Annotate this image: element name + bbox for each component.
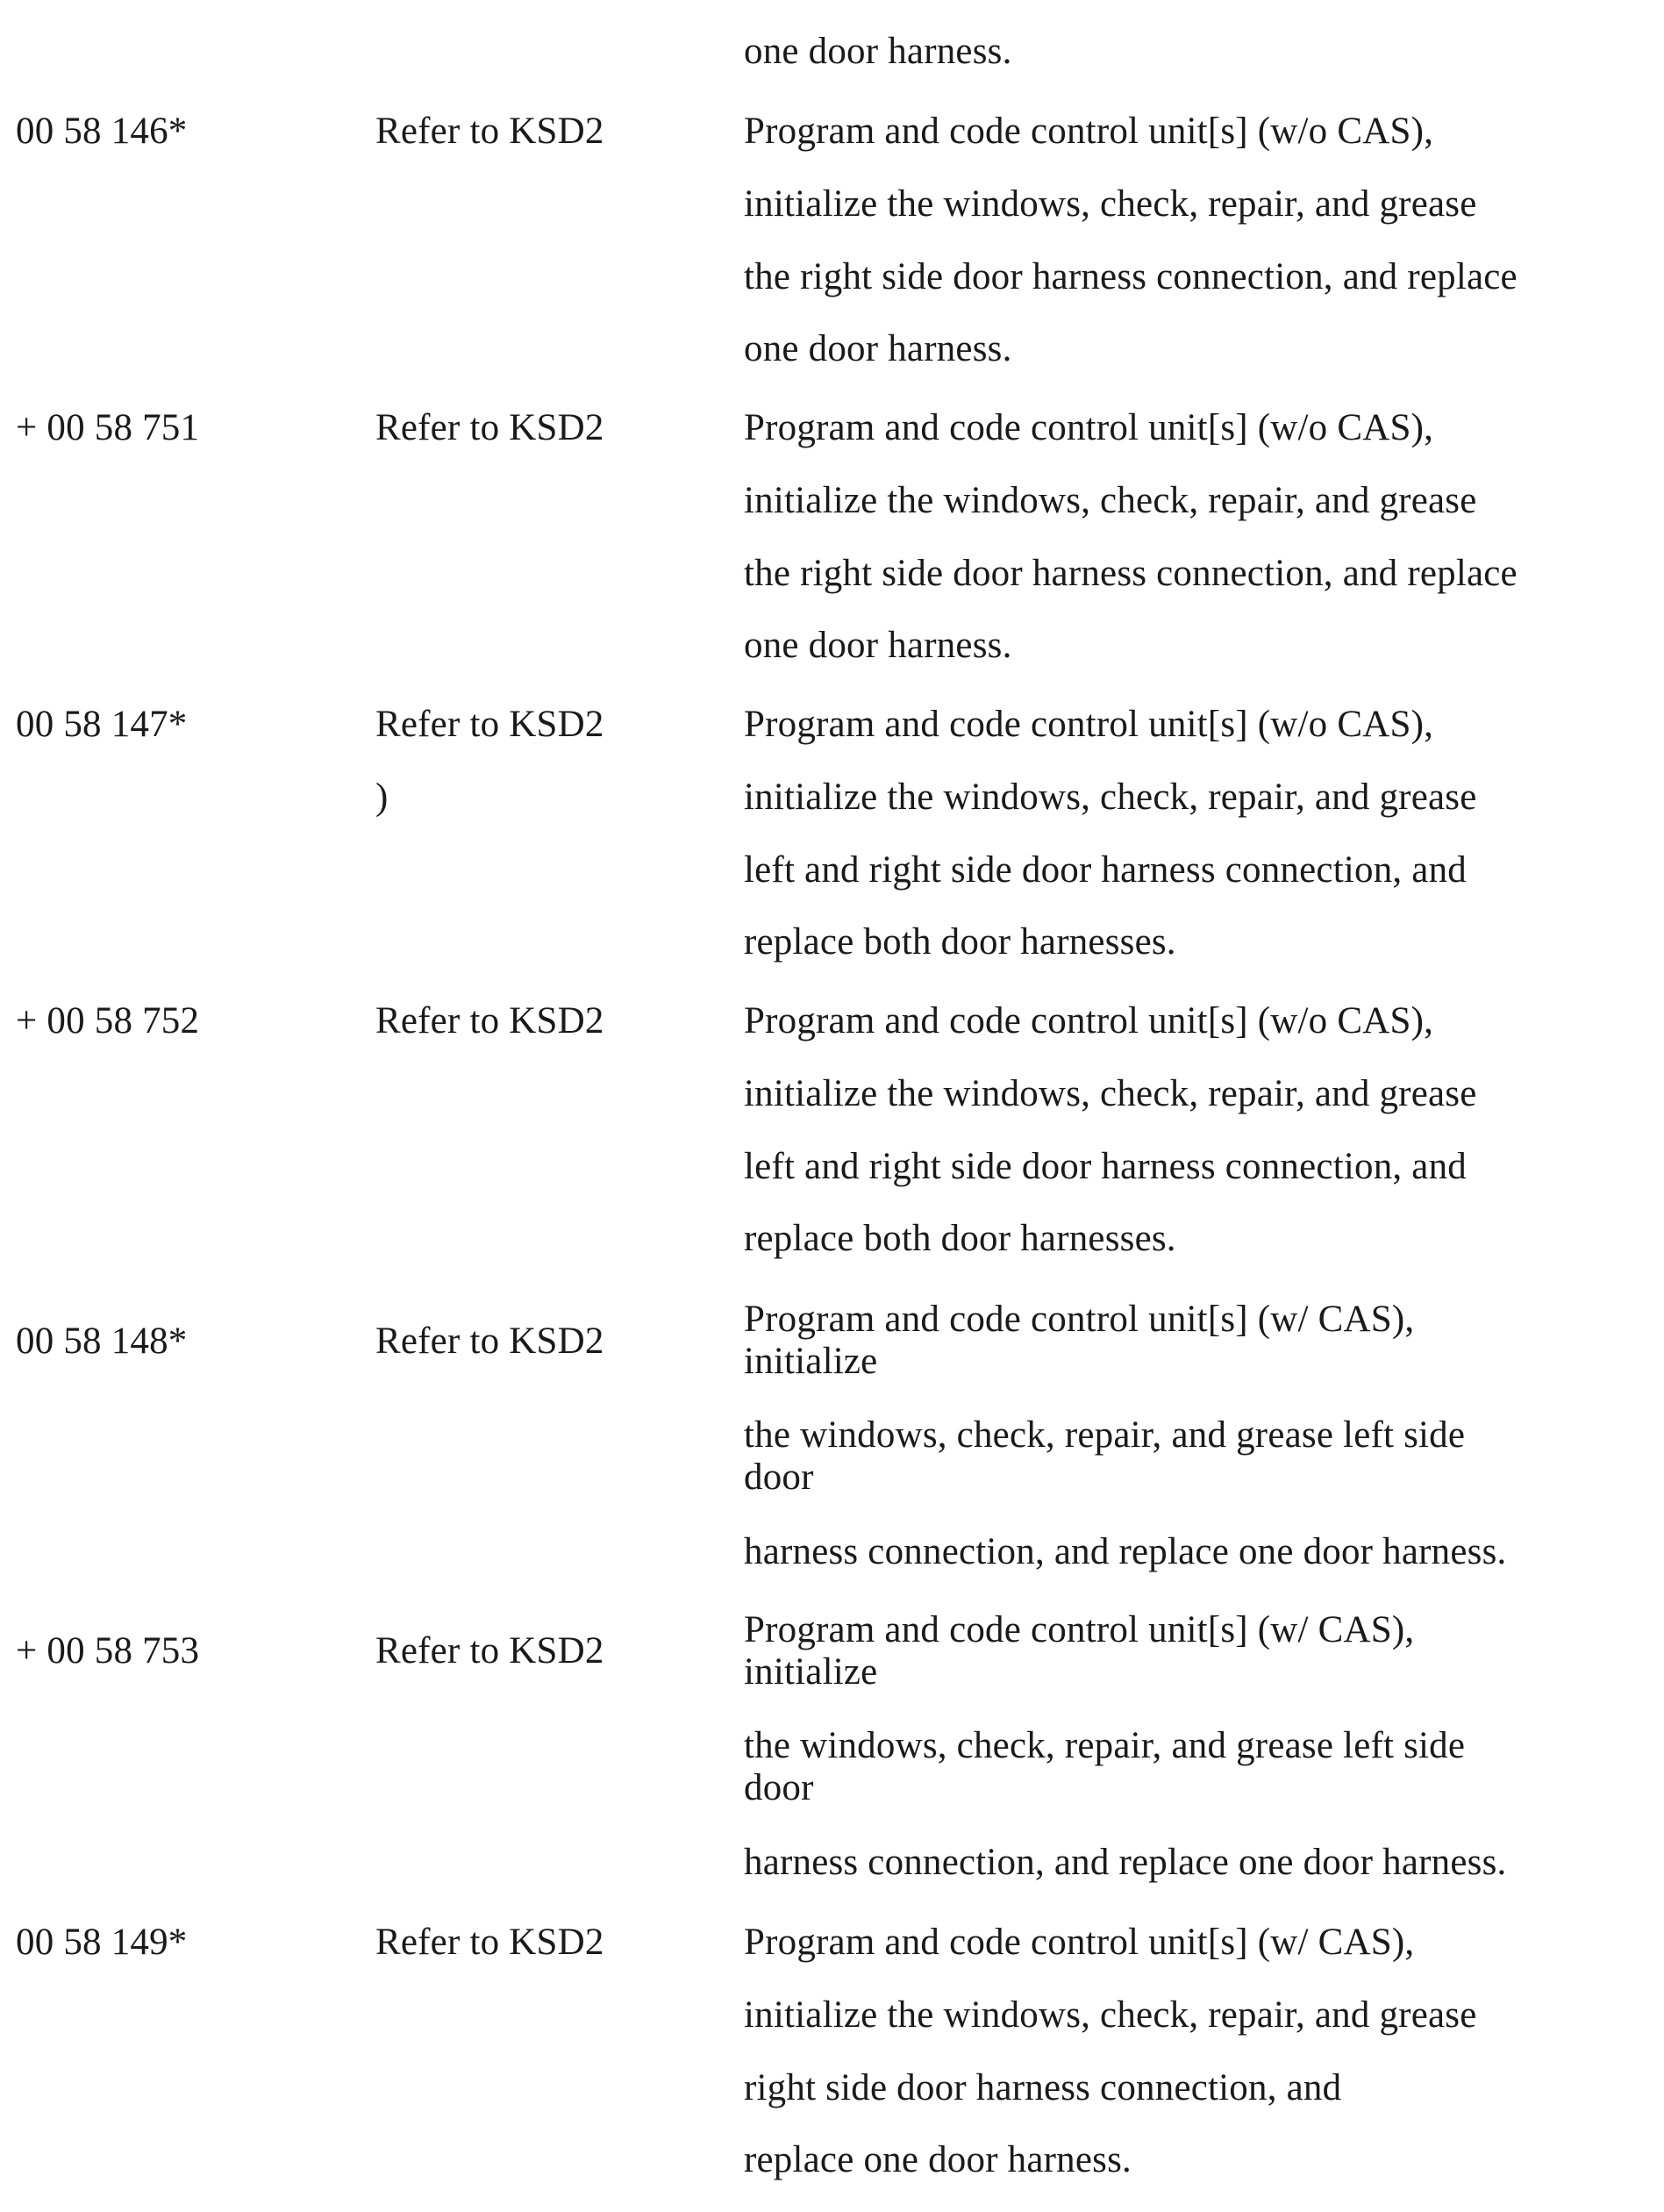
- description-line: Program and code control unit[s] (w/o CAS),: [744, 111, 1434, 152]
- description-line: one door harness.: [744, 328, 1012, 369]
- description-line: Program and code control unit[s] (w/o CAS),: [744, 1000, 1434, 1042]
- description-line: right side door harness connection, and: [744, 2067, 1342, 2108]
- reference-text: ): [375, 777, 389, 818]
- labor-code: 00 58 148*: [16, 1321, 188, 1362]
- labor-code: 00 58 149*: [16, 1922, 188, 1963]
- description-line: left and right side door harness connection, and: [744, 849, 1467, 891]
- description-line: harness connection, and replace one door harness.: [744, 1842, 1507, 1883]
- description-line: one door harness.: [744, 625, 1012, 666]
- labor-code: + 00 58 752: [16, 1000, 200, 1042]
- labor-code: 00 58 146*: [16, 111, 188, 152]
- reference-text: Refer to KSD2: [375, 1000, 604, 1042]
- description-line: replace both door harnesses.: [744, 921, 1176, 963]
- reference-text: Refer to KSD2: [375, 1922, 604, 1963]
- description-line: initialize the windows, check, repair, and grease: [744, 1073, 1477, 1114]
- description-line: Program and code control unit[s] (w/o CAS),: [744, 407, 1434, 448]
- reference-text: Refer to KSD2: [375, 704, 604, 745]
- description-line: door: [744, 1767, 814, 1808]
- description-line: Program and code control unit[s] (w/o CAS),: [744, 704, 1434, 745]
- labor-code: 00 58 147*: [16, 704, 188, 745]
- reference-text: Refer to KSD2: [375, 407, 604, 448]
- description-line: the right side door harness connection, and replace: [744, 553, 1518, 594]
- description-line: initialize the windows, check, repair, and grease: [744, 1994, 1477, 2036]
- description-line: Program and code control unit[s] (w/ CAS),: [744, 1609, 1415, 1650]
- labor-code: + 00 58 753: [16, 1630, 200, 1672]
- description-line: door: [744, 1457, 814, 1498]
- reference-text: Refer to KSD2: [375, 1321, 604, 1362]
- description-line: initialize: [744, 1341, 878, 1382]
- continuation-text: one door harness.: [744, 31, 1012, 72]
- description-line: Program and code control unit[s] (w/ CAS),: [744, 1922, 1415, 1963]
- labor-code: + 00 58 751: [16, 407, 200, 448]
- description-line: the right side door harness connection, and replace: [744, 256, 1518, 297]
- description-line: replace one door harness.: [744, 2139, 1132, 2180]
- description-line: left and right side door harness connection, and: [744, 1146, 1467, 1187]
- description-line: the windows, check, repair, and grease left side: [744, 1414, 1466, 1456]
- description-line: harness connection, and replace one door harness.: [744, 1531, 1507, 1572]
- description-line: the windows, check, repair, and grease left side: [744, 1725, 1466, 1766]
- description-line: replace both door harnesses.: [744, 1218, 1176, 1259]
- description-line: initialize: [744, 1651, 878, 1693]
- description-line: initialize the windows, check, repair, and grease: [744, 480, 1477, 521]
- reference-text: Refer to KSD2: [375, 111, 604, 152]
- description-line: Program and code control unit[s] (w/ CAS),: [744, 1299, 1415, 1340]
- description-line: initialize the windows, check, repair, and grease: [744, 183, 1477, 225]
- reference-text: Refer to KSD2: [375, 1630, 604, 1672]
- description-line: initialize the windows, check, repair, and grease: [744, 777, 1477, 818]
